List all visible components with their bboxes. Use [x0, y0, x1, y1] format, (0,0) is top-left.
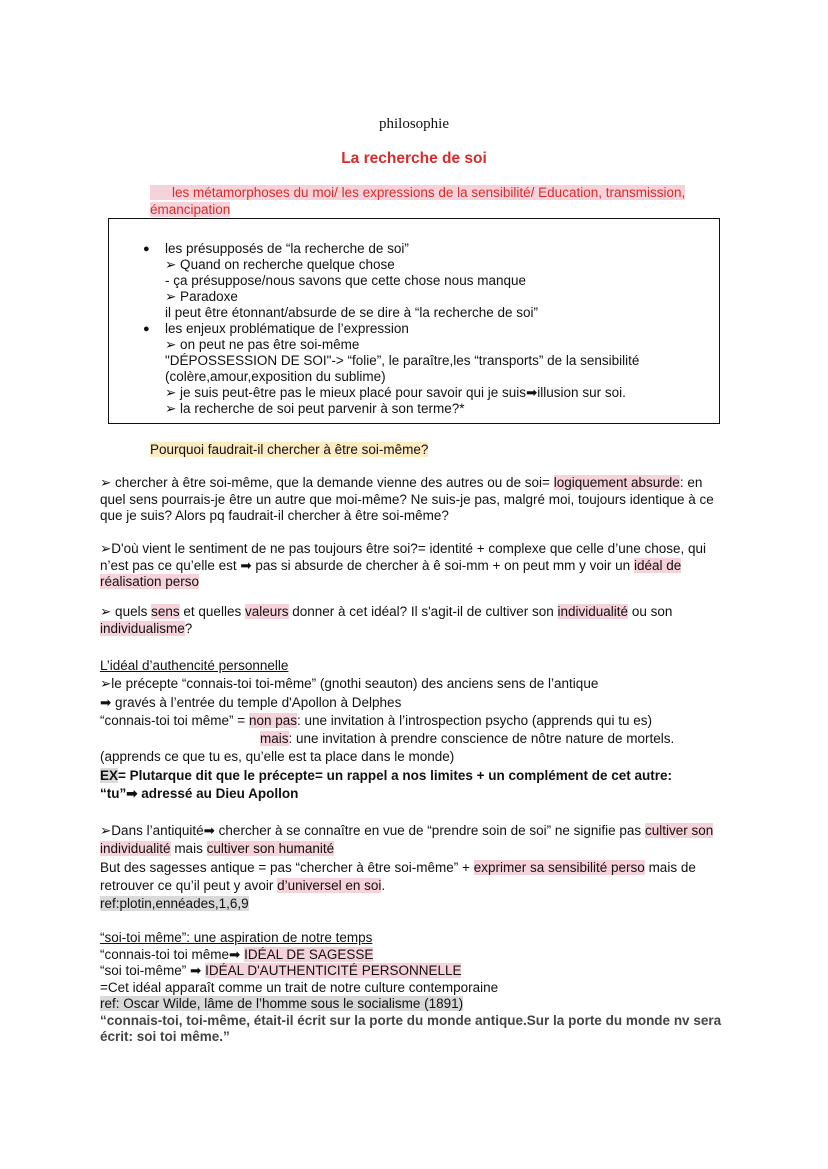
p4-highlight-individualite: cultiver son individualité	[100, 823, 714, 857]
p4-text-a: ➢Dans l’antiquité➡ chercher à se connaître en vue de “prendre soin de soi” ne signifie pas	[100, 823, 642, 838]
summary-box	[108, 218, 720, 424]
p1-text-a: ➢ chercher à être soi-même, que la demande vienne des autres ou de soi=	[100, 475, 550, 490]
s2-line-3: =Cet idéal apparaît comme un trait de notre culture contemporaine	[100, 979, 499, 995]
p3-text-d: ou son	[631, 604, 673, 619]
box-line-2: ➢ Quand on recherche quelque chose	[165, 257, 395, 272]
s2-highlight-authenticite: IDÉAL D'AUTHENTICITÉ PERSONNELLE	[205, 963, 462, 978]
section-heading-2: “soi-toi même”: une aspiration de notre temps	[100, 930, 373, 945]
s1-line-5: (apprends ce que tu es, qu’elle est ta place dans le monde)	[100, 749, 455, 765]
ex-label: EX	[100, 767, 119, 783]
paragraph-3	[100, 604, 730, 637]
p2-text-a: ➢D'où vient le sentiment de ne pas toujours être soi?= identité + complexe que celle d’une chose, qui n’est pas ce qu’elle est ➡ pas si absurde de chercher à ê soi-mm + on peut mm y voir un	[100, 541, 707, 573]
p3-highlight-individualisme: individualisme	[100, 620, 185, 636]
page-title: La recherche de soi	[341, 150, 487, 167]
section-question	[150, 442, 428, 457]
p3-text-c: donner à cet idéal? Il s'agit-il de cultiver son	[292, 604, 554, 619]
paragraph-2	[100, 541, 730, 591]
paragraph-4	[100, 822, 730, 913]
section-authenticite	[100, 657, 730, 803]
box-line-7: ➢ on peut ne pas être soi-même	[165, 337, 360, 352]
box-line-3: - ça présuppose/nous savons que cette chose nous manque	[165, 273, 526, 288]
p3-text-a: ➢ quels	[100, 604, 148, 619]
box-line-4: ➢ Paradoxe	[165, 289, 238, 304]
s1-line-2: ➡ gravés à l’entrée du temple d'Apollon à Delphes	[100, 694, 402, 710]
bullet-icon: ●	[143, 323, 150, 335]
box-line-10: ➢ je suis peut-être pas le mieux placé pour savoir qui je suis➡illusion sur soi.	[165, 385, 626, 400]
s2-line-2a: “soi toi-même” ➡	[100, 963, 202, 978]
p3-text-b: et quelles	[183, 604, 242, 619]
p3-text-e: ?	[184, 620, 193, 636]
p4-text-d: mais de retrouver ce qu’il peut y avoir	[100, 859, 696, 893]
s2-reference: ref: Oscar Wilde, lâme de l’homme sous le socialisme (1891)	[100, 996, 464, 1011]
section-soi-toi-meme	[100, 930, 730, 1046]
box-line-1: les présupposés de “la recherche de soi”	[165, 241, 409, 256]
s2-line-1a: “connais-toi toi même➡	[100, 946, 241, 962]
p4-highlight-humanite: cultiver son humanité	[206, 841, 335, 857]
p4-reference: ref:plotin,ennéades,1,6,9	[100, 896, 249, 912]
box-line-11: ➢ la recherche de soi peut parvenir à son terme?*	[165, 401, 465, 416]
p3-highlight-valeurs: valeurs	[244, 604, 289, 619]
box-line-8: "DÉPOSSESSION DE SOI"-> “folie”, le paraître,les “transports” de la sensibilité	[165, 353, 640, 368]
p4-text-b: mais	[174, 841, 203, 857]
p4-text-e: .	[381, 877, 386, 893]
s2-highlight-sagesse: IDÉAL DE SAGESSE	[244, 946, 374, 962]
box-line-6: les enjeux problématique de l’expression	[165, 321, 409, 336]
p3-highlight-sens: sens	[151, 604, 180, 619]
themes-line	[150, 184, 710, 218]
box-line-5: il peut être étonnant/absurde de se dire à “la recherche de soi”	[165, 305, 538, 320]
s1-line-1: ➢le précepte “connais-toi toi-même” (gnothi seauton) des anciens sens de l’antique	[100, 676, 599, 692]
s1-line-4b: : une invitation à prendre conscience de nôtre nature de mortels.	[288, 731, 675, 747]
subject-heading: philosophie	[379, 116, 449, 132]
bullet-icon: ●	[143, 243, 150, 255]
question-text: Pourquoi faudrait-il chercher à être soi-même?	[150, 442, 429, 457]
p1-text-b: : en quel sens pourrais-je être un autre que moi-même? Ne suis-je pas, malgré moi, toujours identique à ce que je suis? Alors pq faudrait-il chercher à être soi-même?	[100, 475, 714, 523]
p3-highlight-individualite: individualité	[557, 604, 629, 619]
s1-line-3b: : une invitation à l’introspection psycho (apprends qui tu es)	[297, 712, 652, 728]
p4-highlight-universel: d’universel en soi	[277, 877, 382, 893]
wilde-quote: “connais-toi, toi-même, était-il écrit sur la porte du monde antique.Sur la porte du monde nv sera écrit: soi toi même.”	[100, 1012, 722, 1044]
section-heading-1: L’idéal d’authencité personnelle	[100, 658, 289, 673]
s1-highlight-mais: mais	[260, 731, 289, 747]
themes-text: les métamorphoses du moi/ les expressions de la sensibilité/ Education, transmission, émancipation	[150, 185, 686, 217]
paragraph-1	[100, 475, 730, 525]
box-line-9: (colère,amour,exposition du sublime)	[165, 369, 386, 384]
p4-highlight-sensibilite: exprimer sa sensibilité perso	[473, 859, 645, 875]
p1-highlight: logiquement absurde	[553, 475, 680, 490]
s1-line-6: = Plutarque dit que le précepte= un rappel a nos limites + un complément de cet autre:	[118, 767, 673, 783]
p4-text-c: But des sagesses antique = pas “chercher à être soi-même” +	[100, 859, 470, 875]
s1-line-3a: “connais-toi toi même” =	[100, 712, 246, 728]
s1-highlight-non-pas: non pas	[248, 712, 297, 728]
s1-line-7: “tu”➡ adressé au Dieu Apollon	[100, 786, 299, 802]
p2-highlight: idéal de réalisation perso	[100, 557, 682, 589]
